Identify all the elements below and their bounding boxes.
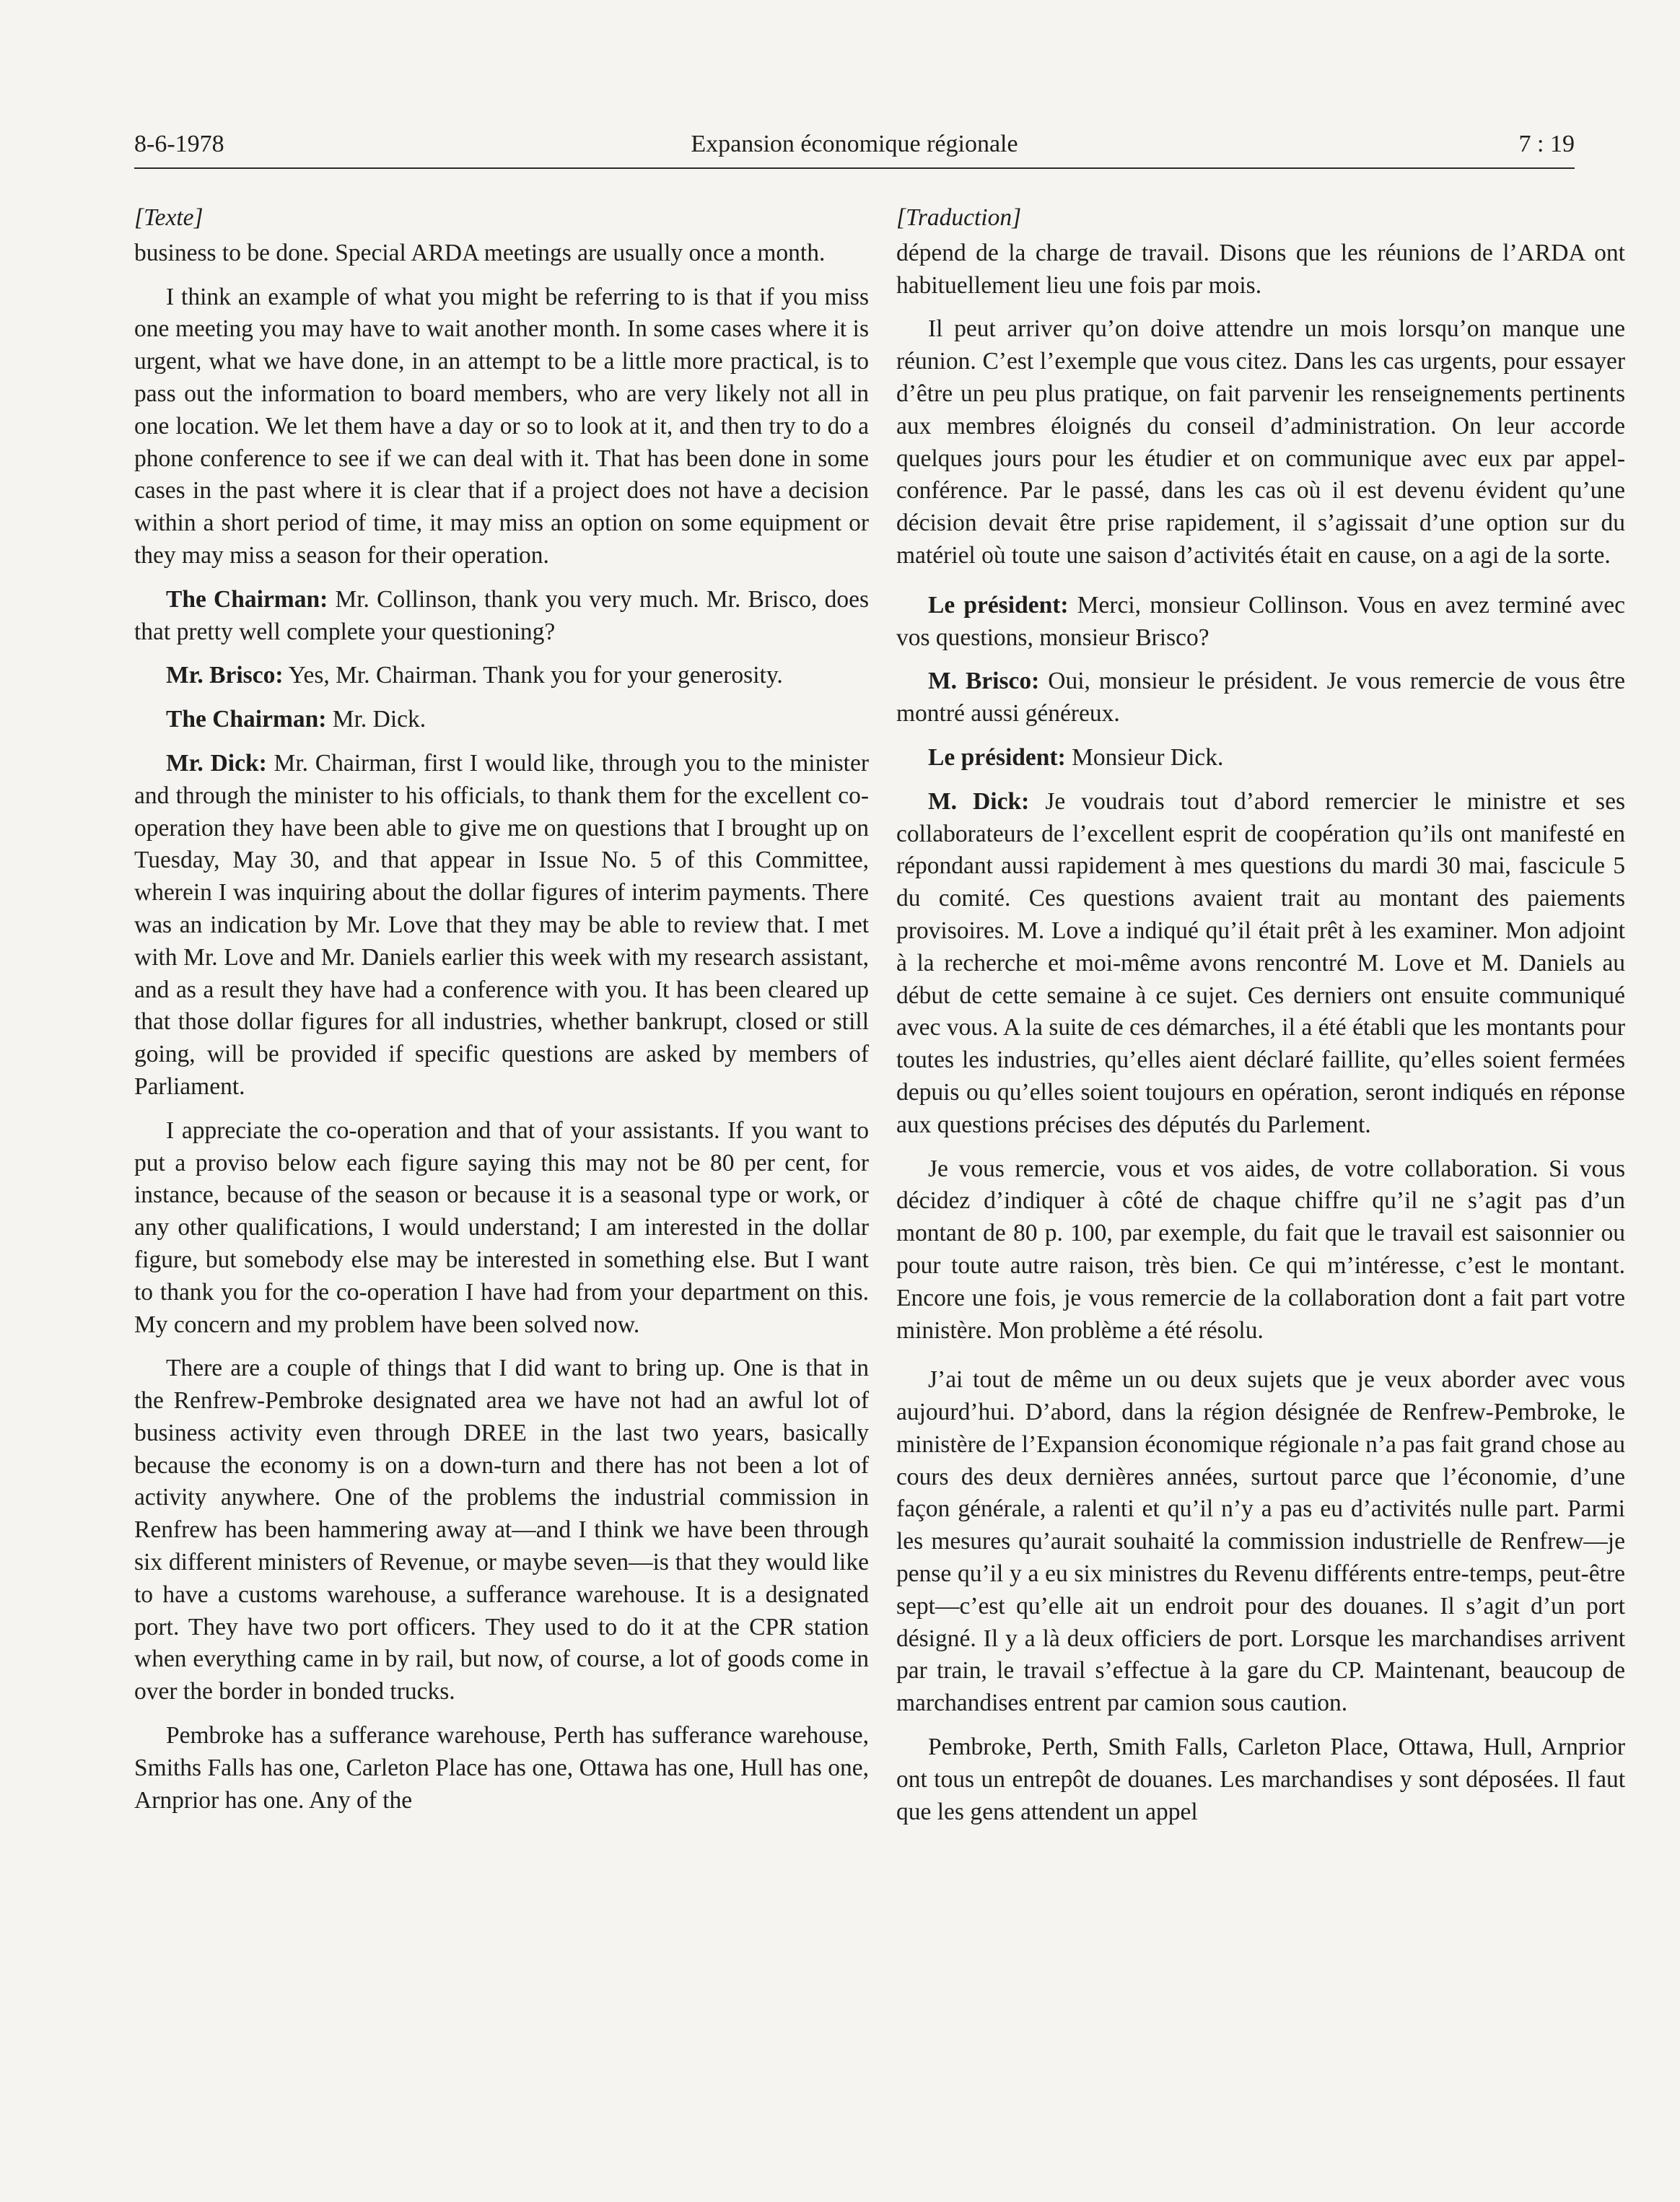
paragraph: Le président: Monsieur Dick. [928, 743, 1224, 771]
paragraph: dépend de la charge de travail. Disons que les réunions de l’ARDA ont habituellement lieu une fois par mois. [896, 239, 1625, 299]
header-rule [134, 167, 1575, 169]
speaker-name: The Chairman: [166, 585, 328, 613]
paragraph: I appreciate the co-operation and that of your assistants. If you want to put a proviso below each figure saying this may not be 80 per cent, for instance, because of the season or because it is a seasonal type or work, or any other qualifications, I would understand; I am interested in the dollar figure, but somebody else may be interested in something else. But I want to thank you for the co-operation I have had from your department on this. My concern and my problem have been solved now. [134, 1117, 869, 1338]
header-date: 8-6-1978 [134, 131, 224, 157]
speaker-name: Le président: [928, 591, 1069, 619]
header-title: Expansion économique régionale [691, 131, 1018, 157]
paragraph: business to be done. Special ARDA meetings are usually once a month. [134, 239, 826, 266]
paragraph: Mr. Dick: Mr. Chairman, first I would like, through you to the minister and through the minister to his officials, to thank them for the excellent co-operation they have been able to give me on questions that I brought up on Tuesday, May 30, and that appear in Issue No. 5 of this Committee, wherein I was inquiring about the dollar figures of interim payments. There was an indication by Mr. Love that they may be able to review that. I met with Mr. Love and Mr. Daniels earlier this week with my research assistant, and as a result they have had a conference with you. It has been cleared up that those dollar figures for all industries, whether bankrupt, closed or still going, will be provided if specific questions are asked by members of Parliament. [134, 749, 869, 1100]
paragraph: M. Brisco: Oui, monsieur le président. Je vous remercie de vous être montré aussi généreux. [896, 668, 1625, 728]
paragraph: Il peut arriver qu’on doive attendre un mois lorsqu’on manque une réunion. C’est l’exemple que vous citez. Dans les cas urgents, pour essayer d’être un peu plus pratique, on fait parvenir les renseignements pertinents aux membres éloignés du conseil d’administration. On leur accorde quelques jours pour les étudier et on communique avec eux par appel-conférence. Par le passé, dans les cas où il est devenu évident qu’une décision devait être prise rapidement, il s’agissait d’une option sur du matériel où toute une saison d’activités était en cause, on a agi de la sorte. [896, 315, 1625, 569]
paragraph: The Chairman: Mr. Dick. [166, 706, 426, 733]
paragraph: The Chairman: Mr. Collinson, thank you very much. Mr. Brisco, does that pretty well complete your questioning? [134, 585, 869, 645]
speaker-name: The Chairman: [166, 706, 327, 733]
column-label-texte: [Texte] [134, 204, 204, 231]
french-column [896, 202, 1625, 1840]
paragraph: Pembroke, Perth, Smith Falls, Carleton Place, Ottawa, Hull, Arnprior ont tous un entrepôt de douanes. Les marchandises y sont déposées. Il faut que les gens attendent un appel [896, 1734, 1625, 1825]
paragraph: Pembroke has a sufferance warehouse, Perth has sufferance warehouse, Smiths Falls has one, Carleton Place has one, Ottawa has one, Hull has one, Arnprior has one. Any of the [134, 1722, 869, 1814]
paragraph: M. Dick: Je voudrais tout d’abord remercier le ministre et ses collaborateurs de l’excellent esprit de coopération qu’ils ont manifesté en répondant aussi rapidement à mes questions du mardi 30 mai, fascicule 5 du comité. Ces questions avaient trait au montant des paiements provisoires. M. Love a indiqué qu’il était prêt à les examiner. Mon adjoint à la recherche et moi-même avons rencontré M. Love et M. Daniels au début de cette semaine à ce sujet. Ces derniers ont ensuite communiqué avec vous. A la suite de ces démarches, il a été établi que les montants pour toutes les industries, qu’elles aient déclaré faillite, qu’elles soient fermées depuis ou qu’elles soient toujours en opération, seront indiqués en réponse aux questions précises des députés du Parlement. [896, 787, 1626, 1138]
paragraph: Le président: Merci, monsieur Collinson. Vous en avez terminé avec vos questions, monsieur Brisco? [896, 591, 1625, 651]
column-label-traduction: [Traduction] [896, 204, 1022, 231]
header-page-number: 7 : 19 [1518, 131, 1575, 157]
paragraph: I think an example of what you might be referring to is that if you miss one meeting you may have to wait another month. In some cases where it is urgent, what we have done, in an attempt to be a little more practical, is to pass out the information to board members, who are very likely not all in one location. We let them have a day or so to look at it, and then try to do a phone conference to see if we can deal with it. That has been done in some cases in the past where it is clear that if a project does not have a decision within a short period of time, it may miss an option on some equipment or they may miss a season for their operation. [134, 283, 869, 569]
speaker-name: M. Dick: [928, 787, 1030, 815]
paragraph: J’ai tout de même un ou deux sujets que je veux aborder avec vous aujourd’hui. D’abord, dans la région désignée de Renfrew-Pembroke, le ministère de l’Expansion économique régionale n’a pas fait grand chose au cours des deux dernières années, surtout parce que l’économie, d’une façon générale, a ralenti et qu’il n’y a pas eu d’activités nulle part. Parmi les mesures qu’aurait souhaité la commission industrielle de Renfrew—je pense qu’il y a eu six ministres du Revenu différents entre-temps, peut-être sept—c’est qu’elle ait un endroit pour des douanes. Il s’agit d’un port désigné. Il y a là deux officiers de port. Lorsque les marchandises arrivent par train, le travail s’effectue à la gare du CP. Maintenant, beaucoup de marchandises entrent par camion sous caution. [896, 1366, 1625, 1717]
paragraph: Je vous remercie, vous et vos aides, de votre collaboration. Si vous décidez d’indiquer à côté de chaque chiffre qu’il ne s’agit pas d’un montant de 80 p. 100, par exemple, du fait que le travail est saisonnier ou pour toute autre raison, très bien. Ce qui m’intéresse, c’est le montant. Encore une fois, je vous remercie de la collaboration dont a fait part votre ministère. Mon problème a été résolu. [896, 1155, 1625, 1344]
paragraph: Mr. Brisco: Yes, Mr. Chairman. Thank you for your generosity. [166, 662, 783, 689]
english-column [134, 202, 869, 1828]
speaker-name: Mr. Dick: [166, 749, 267, 777]
speaker-name: Le président: [928, 743, 1066, 771]
page-header [134, 124, 1575, 165]
paragraph: There are a couple of things that I did want to bring up. One is that in the Renfrew-Pembroke designated area we have not had an awful lot of business activity even through DREE in the last two years, basically because the economy is on a down-turn and there has not been a lot of activity anywhere. One of the problems the industrial commission in Renfrew has been hammering away at—and I think we have been through six different ministers of Revenue, or maybe seven—is that they would like to have a customs warehouse, a sufferance warehouse. It is a designated port. They have two port officers. They used to do it at the CPR station when everything came in by rail, but now, of course, a lot of goods come in over the border in bonded trucks. [134, 1355, 869, 1705]
speaker-name: Mr. Brisco: [166, 662, 284, 689]
speaker-name: M. Brisco: [928, 668, 1040, 695]
